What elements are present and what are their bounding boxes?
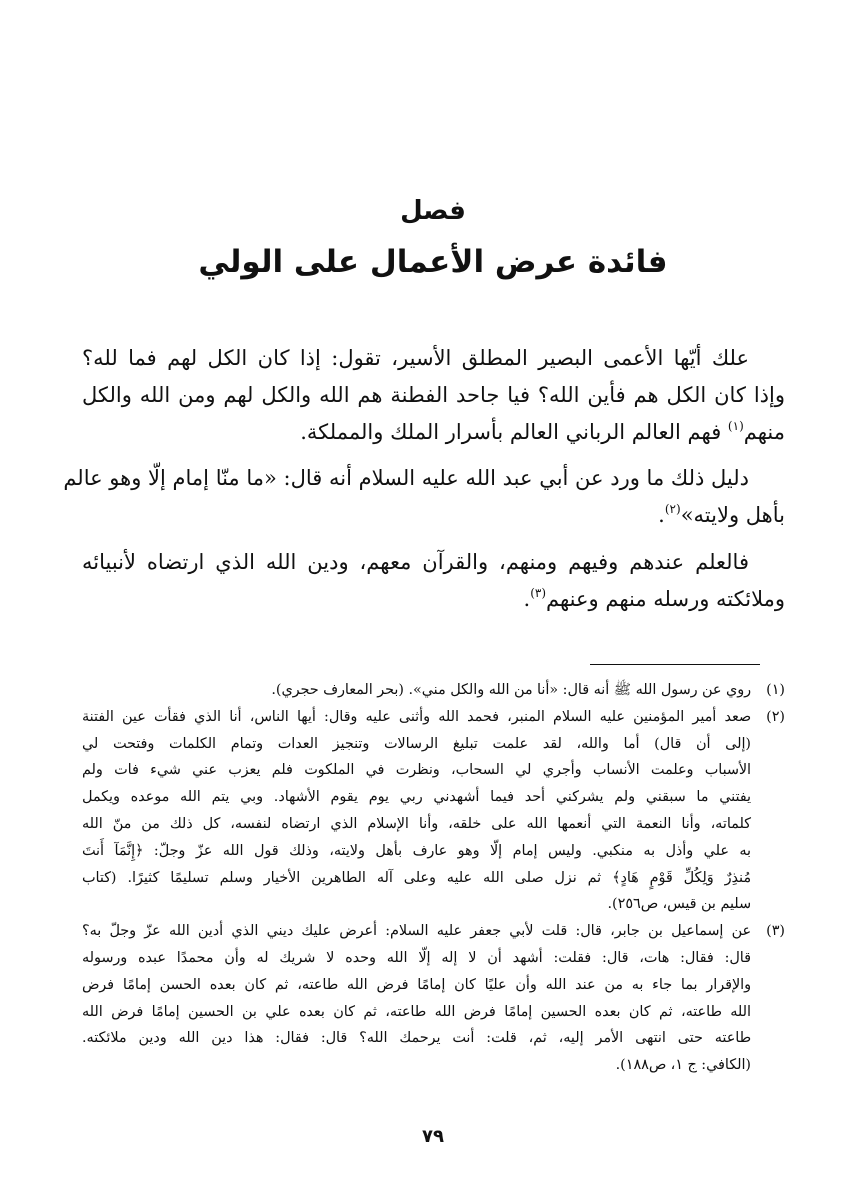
text-line — [82, 414, 785, 451]
footnote-ref-2[interactable]: (٢) — [664, 502, 681, 516]
footnote-text: والإقرار بما جاء به من عند الله وأن عليًا كان إمامًا فرض الله طاعته، ثم كان بعده الحسن إمامًا فرض — [82, 976, 751, 993]
text-line: دليل ذلك ما ورد عن أبي عبد الله عليه السلام أنه قال: «ما منّا إمام إلّا وهو عالم — [63, 466, 749, 490]
text: . — [523, 587, 531, 611]
text-line: علك أيّها الأعمى البصير المطلق الأسير، تقول: إذا كان الكل لهم فما لله؟ — [82, 346, 749, 370]
footnote-line — [82, 918, 785, 945]
footnote-ref-1[interactable]: (١) — [727, 419, 744, 433]
text: فهم العالم الرباني العالم بأسرار الملك والمملكة. — [300, 420, 728, 444]
paragraph-1 — [82, 340, 785, 451]
footnote-text: مُنذِرٌ وَلِكُلِّ قَوْمٍ هَادٍ﴾ ثم نزل صلى الله عليه وعلى آله الطاهرين الأخيار وسلم تسليمًا كثيرًا. (كتاب — [82, 869, 751, 886]
section-heading: فصل — [400, 196, 466, 226]
footnote-line — [82, 972, 785, 999]
paragraph-3 — [82, 544, 785, 618]
footnote-text: (إلى أن قال) أما والله، لقد علمت تبليغ الرسالات وتنجيز العدات وتمام الكلمات وفتحت لي — [82, 735, 751, 752]
text: وملائكته ورسله منهم وعنهم — [546, 587, 785, 611]
footnote-text: روي عن رسول الله ﷺ أنه قال: «أنا من الله والكل مني». (بحر المعارف حجري). — [271, 682, 751, 698]
footnote-line — [82, 757, 785, 784]
footnote-number: (٣) — [766, 923, 785, 940]
text-line: فالعلم عندهم وفيهم ومنهم، والقرآن معهم، ودين الله الذي ارتضاه لأنبيائه — [82, 550, 749, 574]
footnote-line — [82, 811, 785, 838]
footnote-ref-3[interactable]: (٣) — [530, 586, 547, 600]
paragraph-2 — [63, 460, 785, 534]
footnote-3 — [82, 918, 785, 1079]
text: . — [658, 503, 665, 527]
footnote-2 — [82, 704, 785, 918]
footnote-number: (٢) — [766, 708, 785, 725]
footnote-line — [82, 677, 785, 704]
footnote-text: قال: فقال: هات، قال: فقلت: أشهد أن لا إله إلّا الله وحده لا شريك له وأن محمدًا عبده ورسوله — [82, 949, 751, 966]
footnote-text: الأسباب وعلمت الأنساب وأجري لي السحاب، ونظرت في الملكوت فلم يعزب عني شيء فات ولم — [82, 762, 751, 779]
text: منهم — [743, 420, 785, 444]
chapter-title: فائدة عرض الأعمال على الولي — [198, 244, 668, 280]
footnotes — [82, 677, 785, 1079]
text-line: وإذا كان الكل هم فأين الله؟ فيا جاحد الفطنة هم الله والكل لهم ومن الله والكل — [82, 383, 785, 407]
footnote-text: يفتني ما سبقني ولم يشركني أحد فيما أشهدني ربي يوم يقوم الأشهاد. وبي يتم الله موعده ويكمل — [82, 789, 751, 806]
footnote-line — [82, 704, 785, 731]
footnote-text: طاعته حتى انتهى الأمر إليه، ثم، قلت: أنت يرحمك الله؟ قال: فقال: هذا دين الله ودين ملائكته. — [82, 1030, 751, 1047]
page-number: ٧٩ — [422, 1126, 444, 1147]
footnote-text: (الكافي: ج ١، ص١٨٨). — [615, 1057, 751, 1074]
footnote-1 — [82, 677, 785, 704]
footnote-line — [82, 731, 785, 758]
footnote-text: صعد أمير المؤمنين عليه السلام المنبر، فحمد الله وأثنى عليه وقال: أيها الناس، أنا الذي فقأت عين الفتنة — [82, 708, 751, 725]
footnote-text: عن إسماعيل بن جابر، قال: قلت لأبي جعفر عليه السلام: أعرض عليك ديني الذي أدين الله عزّ وجلّ به؟ — [82, 923, 751, 940]
text-line — [82, 581, 785, 618]
footnote-line — [82, 865, 785, 892]
footnote-line — [82, 945, 785, 972]
footnote-line — [82, 999, 785, 1026]
footnote-text: سليم بن قيس، ص٢٥٦). — [607, 896, 751, 913]
footnote-line — [82, 891, 785, 918]
footnote-text: به علي وأذل به منكبي. وليس إمام إلّا وهو عارف بأهل ولايته، وذلك قول الله عزّ وجلّ: ﴿إِنَّمَآ أَنتَ — [82, 842, 751, 859]
footnote-text: كلماته، وأنا النعمة التي أنعمها الله على خلقه، وأنا الإسلام الذي ارتضاه لنفسه، كل ذلك من منّ الله — [82, 815, 751, 832]
footnote-number: (١) — [766, 682, 785, 698]
text: بأهل ولايته» — [680, 503, 785, 527]
footnote-divider — [590, 664, 760, 665]
footnote-line — [82, 1025, 785, 1052]
footnote-text: الله طاعته، ثم كان بعده الحسين إمامًا فرض الله طاعته، ثم كان بعده علي بن الحسين إمامًا فرض الله — [82, 1003, 751, 1020]
text-line — [82, 497, 785, 534]
footnote-line — [82, 838, 785, 865]
footnote-line — [82, 784, 785, 811]
footnote-line — [82, 1052, 785, 1079]
